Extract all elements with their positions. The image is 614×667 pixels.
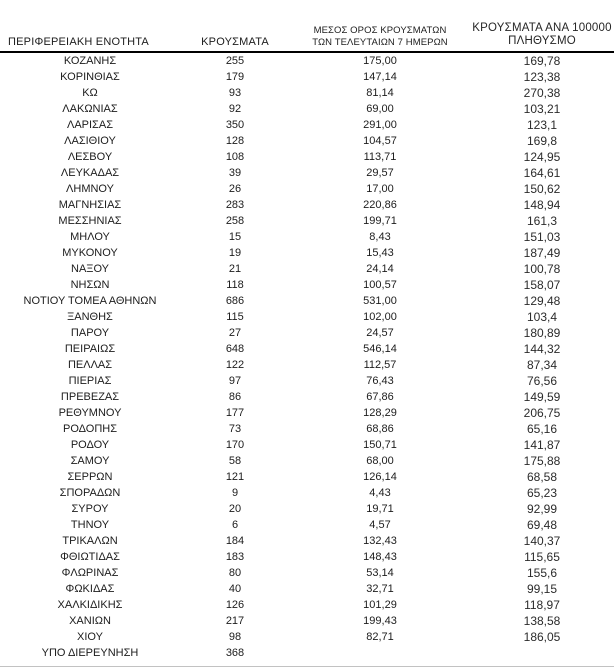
per100k-cell: 129,48 xyxy=(523,294,561,308)
region-cell: ΝΑΞΟΥ xyxy=(71,263,109,275)
cases-cell: 122 xyxy=(225,359,245,371)
column-header-cases-per-100000 xyxy=(470,0,614,52)
cases-cell: 6 xyxy=(231,519,239,531)
cases-cell: 92 xyxy=(228,103,242,115)
region-cell: ΠΕΛΛΑΣ xyxy=(67,359,113,371)
region-cell: ΡΕΘΥΜΝΟΥ xyxy=(58,407,122,419)
table-row xyxy=(0,453,614,469)
avg7-cell xyxy=(290,645,470,661)
avg7-cell: 17,00 xyxy=(366,183,394,195)
avg7-cell: 199,43 xyxy=(363,615,397,627)
per100k-cell: 118,97 xyxy=(524,598,560,612)
avg7-cell: 101,29 xyxy=(363,599,397,611)
per100k-cell: 149,59 xyxy=(523,390,561,404)
cases-cell: 40 xyxy=(228,583,242,595)
table-row xyxy=(0,101,614,117)
table-row xyxy=(0,533,614,549)
column-header-cases-per-100000-line1: ΚΡΟΥΣΜΑΤΑ ΑΝΑ 100000 xyxy=(472,22,612,34)
per100k-cell: 141,87 xyxy=(523,438,561,452)
cases-cell: 118 xyxy=(226,279,244,291)
table-row xyxy=(0,293,614,309)
table-row xyxy=(0,341,614,357)
table-row xyxy=(0,613,614,629)
region-cell: ΣΕΡΡΩΝ xyxy=(67,471,113,483)
cases-cell: 19 xyxy=(228,247,242,259)
region-cell: ΡΟΔΟΥ xyxy=(70,439,110,451)
region-cell: ΛΑΡΙΣΑΣ xyxy=(66,119,113,131)
region-cell: ΣΠΟΡΑΔΩΝ xyxy=(59,487,121,499)
table-row xyxy=(0,52,614,69)
per100k-cell: 92,99 xyxy=(526,502,558,516)
region-cell: ΠΕΙΡΑΙΩΣ xyxy=(64,343,116,355)
region-cell: ΛΗΜΝΟΥ xyxy=(66,183,114,195)
avg7-cell: 113,71 xyxy=(363,151,397,163)
table-row xyxy=(0,197,614,213)
per100k-cell: 115,65 xyxy=(524,550,560,564)
per100k-cell: 76,56 xyxy=(526,374,558,388)
region-cell: ΚΟΡΙΝΘΙΑΣ xyxy=(60,71,120,83)
avg7-cell: 175,00 xyxy=(363,55,397,67)
cases-cell: 184 xyxy=(225,535,245,547)
cases-cell: 350 xyxy=(225,119,245,131)
table-row xyxy=(0,245,614,261)
per100k-cell: 140,37 xyxy=(523,534,561,548)
avg7-cell: 24,14 xyxy=(366,263,394,275)
table-row xyxy=(0,469,614,485)
avg7-cell: 148,43 xyxy=(363,551,397,563)
per100k-cell: 123,1 xyxy=(526,118,558,132)
per100k-cell: 169,78 xyxy=(523,54,561,68)
region-cell: ΤΡΙΚΑΛΩΝ xyxy=(62,535,118,547)
table-row xyxy=(0,165,614,181)
table-row xyxy=(0,373,614,389)
cases-cell: 170 xyxy=(225,439,245,451)
region-cell: ΦΛΩΡΙΝΑΣ xyxy=(61,567,119,579)
cases-cell: 86 xyxy=(228,391,242,403)
avg7-cell: 67,86 xyxy=(366,391,394,403)
cases-cell: 368 xyxy=(225,647,245,659)
region-cell: ΠΑΡΟΥ xyxy=(70,327,110,339)
per100k-cell: 187,49 xyxy=(523,246,561,260)
avg7-cell: 291,00 xyxy=(363,119,397,131)
table-row xyxy=(0,309,614,325)
per100k-cell: 169,8 xyxy=(526,134,558,148)
region-cell: ΦΘΙΩΤΙΔΑΣ xyxy=(60,551,120,563)
per100k-cell: 100,78 xyxy=(523,262,561,276)
table-row xyxy=(0,357,614,373)
cases-cell: 121 xyxy=(225,471,245,483)
table-row xyxy=(0,213,614,229)
table-header xyxy=(0,0,614,52)
per100k-cell: 124,95 xyxy=(523,150,561,164)
avg7-cell: 132,43 xyxy=(363,535,397,547)
avg7-cell: 100,57 xyxy=(363,279,397,291)
column-header-cases: ΚΡΟΥΣΜΑΤΑ xyxy=(180,0,290,52)
avg7-cell: 126,14 xyxy=(363,471,397,483)
table-row xyxy=(0,565,614,581)
table-row xyxy=(0,149,614,165)
region-cell: ΧΑΛΚΙΔΙΚΗΣ xyxy=(57,599,123,611)
cases-cell: 73 xyxy=(228,423,242,435)
per100k-cell: 65,16 xyxy=(526,422,558,436)
region-cell: ΚΩ xyxy=(82,87,98,99)
region-cell: ΣΥΡΟΥ xyxy=(71,503,109,515)
cases-cell: 177 xyxy=(225,407,245,419)
avg7-cell: 4,57 xyxy=(369,519,391,531)
cases-cell: 26 xyxy=(228,183,242,195)
cases-cell: 21 xyxy=(228,263,242,275)
table-row xyxy=(0,181,614,197)
avg7-cell: 53,14 xyxy=(366,567,394,579)
per100k-cell: 270,38 xyxy=(523,86,561,100)
region-cell: ΠΡΕΒΕΖΑΣ xyxy=(60,391,120,403)
region-cell: ΛΕΥΚΑΔΑΣ xyxy=(60,167,120,179)
region-cell: ΠΙΕΡΙΑΣ xyxy=(68,375,112,387)
table-body xyxy=(0,52,614,661)
per100k-cell: 69,48 xyxy=(526,518,558,532)
avg7-cell: 69,00 xyxy=(366,103,394,115)
cases-cell: 258 xyxy=(225,215,245,227)
column-header-regional-unit: ΠΕΡΙΦΕΡΕΙΑΚΗ ΕΝΟΤΗΤΑ xyxy=(0,0,180,52)
cases-cell: 255 xyxy=(225,55,245,67)
table-row xyxy=(0,517,614,533)
avg7-cell: 112,57 xyxy=(363,359,397,371)
avg7-cell: 150,71 xyxy=(363,439,397,451)
per100k-cell: 103,4 xyxy=(526,310,558,324)
cases-cell: 97 xyxy=(228,375,242,387)
table-row xyxy=(0,501,614,517)
avg7-cell: 81,14 xyxy=(366,87,394,99)
table-row xyxy=(0,405,614,421)
cases-cell: 115 xyxy=(226,311,244,323)
cases-cell: 179 xyxy=(225,71,245,83)
table-row xyxy=(0,597,614,613)
region-cell: ΛΑΚΩΝΙΑΣ xyxy=(62,103,118,115)
cases-cell: 217 xyxy=(225,615,245,627)
per100k-cell: 158,07 xyxy=(523,278,561,292)
cases-cell: 58 xyxy=(228,455,242,467)
region-cell: ΤΗΝΟΥ xyxy=(70,519,110,531)
avg7-cell: 8,43 xyxy=(369,231,391,243)
table-row xyxy=(0,133,614,149)
avg7-cell: 29,57 xyxy=(366,167,394,179)
table-row xyxy=(0,421,614,437)
per100k-cell: 99,15 xyxy=(526,582,558,596)
avg7-cell: 147,14 xyxy=(363,71,397,83)
cases-cell: 126 xyxy=(225,599,245,611)
cases-cell: 27 xyxy=(228,327,242,339)
avg7-cell: 220,86 xyxy=(363,199,397,211)
avg7-cell: 76,43 xyxy=(366,375,394,387)
region-cell: ΞΑΝΘΗΣ xyxy=(67,311,113,323)
region-cell: ΜΥΚΟΝΟΥ xyxy=(62,247,118,259)
region-cell: ΚΟΖΑΝΗΣ xyxy=(63,55,117,67)
cases-cell: 93 xyxy=(228,87,242,99)
per100k-cell: 144,32 xyxy=(523,342,561,356)
cases-cell: 98 xyxy=(228,631,242,643)
table-row xyxy=(0,389,614,405)
region-cell: ΧΑΝΙΩΝ xyxy=(69,615,111,627)
table-row xyxy=(0,437,614,453)
per100k-cell: 161,3 xyxy=(526,214,558,228)
table-row xyxy=(0,261,614,277)
table-row xyxy=(0,485,614,501)
avg7-cell: 128,29 xyxy=(363,407,397,419)
cases-cell: 128 xyxy=(225,135,245,147)
column-header-7day-average xyxy=(290,0,470,52)
avg7-cell: 32,71 xyxy=(366,583,394,595)
table-row xyxy=(0,581,614,597)
per100k-cell: 175,88 xyxy=(523,454,561,468)
region-cell: ΥΠΟ ΔΙΕΡΕΥΝΗΣΗ xyxy=(41,647,139,659)
column-header-7day-average-line1: ΜΕΣΟΣ ΟΡΟΣ ΚΡΟΥΣΜΑΤΩΝ xyxy=(313,25,447,36)
avg7-cell: 82,71 xyxy=(366,631,394,643)
avg7-cell: 68,00 xyxy=(366,455,394,467)
per100k-cell: 123,38 xyxy=(523,70,561,84)
table-row xyxy=(0,85,614,101)
per100k-cell: 65,23 xyxy=(526,486,558,500)
table-row xyxy=(0,549,614,565)
per100k-cell: 164,61 xyxy=(523,166,561,180)
region-cell: ΝΗΣΩΝ xyxy=(70,279,110,291)
cases-cell: 9 xyxy=(231,487,239,499)
column-header-7day-average-line2: ΤΩΝ ΤΕΛΕΥΤΑΙΩΝ 7 ΗΜΕΡΩΝ xyxy=(312,36,448,48)
per100k-cell: 155,6 xyxy=(526,566,558,580)
table-row xyxy=(0,229,614,245)
table-row xyxy=(0,629,614,645)
avg7-cell: 531,00 xyxy=(363,295,397,307)
column-header-cases-per-100000-line2: ΠΛΗΘΥΣΜΟ xyxy=(508,35,576,47)
cases-cell: 15 xyxy=(228,231,242,243)
per100k-cell xyxy=(470,645,614,661)
region-cell: ΝΟΤΙΟΥ ΤΟΜΕΑ ΑΘΗΝΩΝ xyxy=(23,295,157,307)
region-cell: ΡΟΔΟΠΗΣ xyxy=(62,423,118,435)
per100k-cell: 206,75 xyxy=(523,406,561,420)
avg7-cell: 199,71 xyxy=(363,215,397,227)
avg7-cell: 19,71 xyxy=(366,503,394,515)
table-row xyxy=(0,645,614,661)
avg7-cell: 546,14 xyxy=(363,343,397,355)
table-row xyxy=(0,325,614,341)
avg7-cell: 24,57 xyxy=(366,327,394,339)
cases-cell: 108 xyxy=(225,151,245,163)
cases-cell: 39 xyxy=(228,167,242,179)
region-cell: ΛΑΣΙΘΙΟΥ xyxy=(64,135,116,147)
region-cell: ΜΑΓΝΗΣΙΑΣ xyxy=(58,199,122,211)
avg7-cell: 68,86 xyxy=(366,423,394,435)
table-row xyxy=(0,69,614,85)
avg7-cell: 15,43 xyxy=(366,247,394,259)
per100k-cell: 68,58 xyxy=(526,470,558,484)
per100k-cell: 180,89 xyxy=(523,326,561,340)
avg7-cell: 104,57 xyxy=(363,135,397,147)
table-row xyxy=(0,117,614,133)
region-cell: ΜΕΣΣΗΝΙΑΣ xyxy=(58,215,122,227)
per100k-cell: 87,34 xyxy=(526,358,558,372)
per100k-cell: 150,62 xyxy=(523,182,561,196)
region-cell: ΣΑΜΟΥ xyxy=(70,455,110,467)
cases-cell: 686 xyxy=(225,295,245,307)
per100k-cell: 148,94 xyxy=(523,198,561,212)
header-row xyxy=(0,0,614,52)
per100k-cell: 151,03 xyxy=(523,230,561,244)
cases-cell: 648 xyxy=(225,343,245,355)
per100k-cell: 186,05 xyxy=(523,630,561,644)
avg7-cell: 102,00 xyxy=(363,311,397,323)
avg7-cell: 4,43 xyxy=(369,487,391,499)
cases-cell: 283 xyxy=(225,199,245,211)
region-cell: ΦΩΚΙΔΑΣ xyxy=(65,583,115,595)
per100k-cell: 138,58 xyxy=(523,614,561,628)
region-cell: ΧΙΟΥ xyxy=(77,631,103,643)
cases-cell: 183 xyxy=(225,551,245,563)
cases-cell: 20 xyxy=(228,503,242,515)
per100k-cell: 103,21 xyxy=(523,102,561,116)
region-cell: ΜΗΛΟΥ xyxy=(70,231,110,243)
cases-cell: 80 xyxy=(228,567,242,579)
region-cell: ΛΕΣΒΟΥ xyxy=(67,151,113,163)
table-row xyxy=(0,277,614,293)
